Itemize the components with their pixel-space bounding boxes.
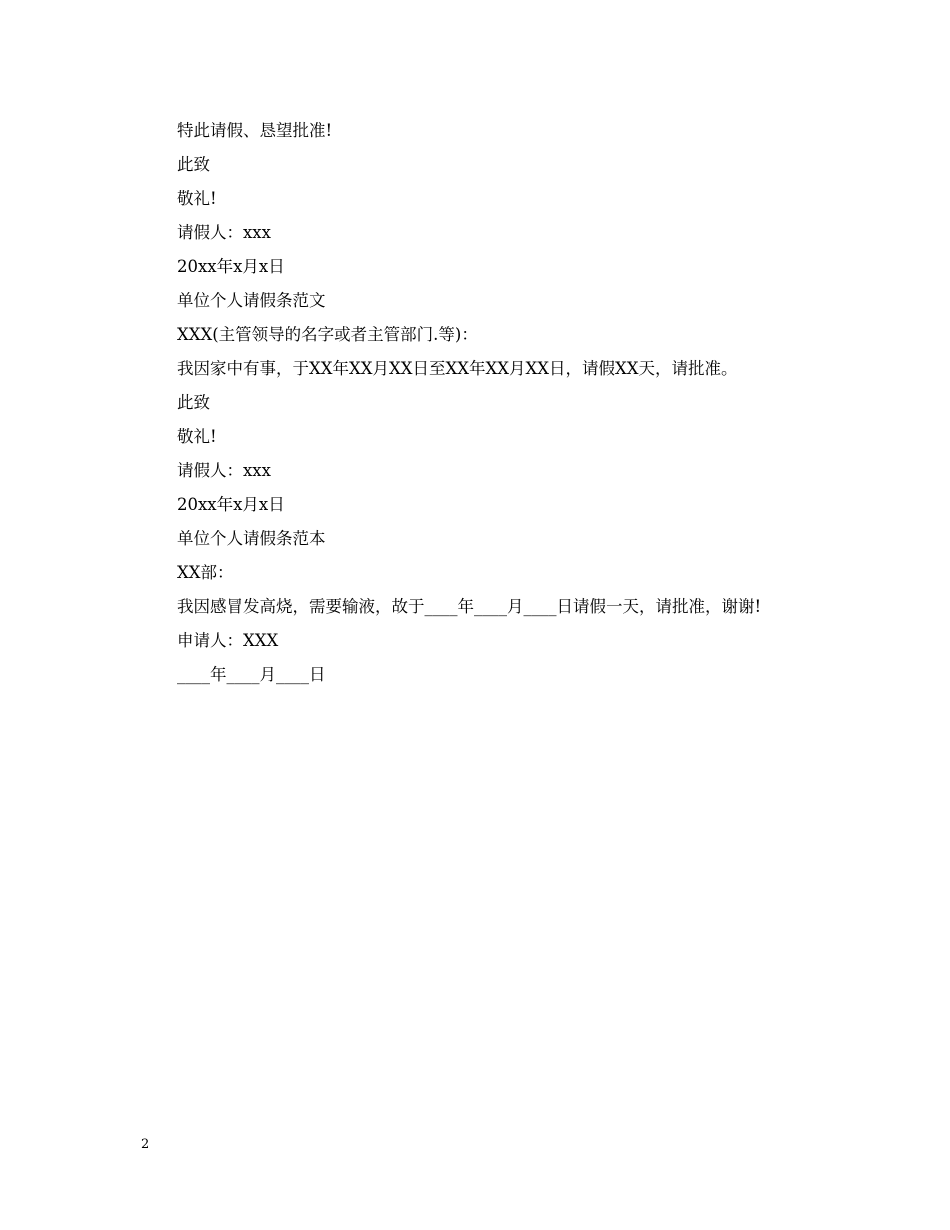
section-heading: 单位个人请假条范本 [177,529,326,548]
applicant-line: 请假人：xxx [177,223,271,242]
date-line: 20xx年x月x日 [177,257,285,276]
salutation-line: 此致 [177,155,210,174]
regards-line: 敬礼! [177,427,217,446]
regards-line: 敬礼! [177,189,217,208]
body-paragraph: 我因感冒发高烧，需要输液，故于____年____月____日请假一天，请批准，谢谢! [177,597,762,616]
page-number: 2 [141,1137,150,1152]
salutation-line: 此致 [177,393,210,412]
applicant-line: 请假人：xxx [177,461,271,480]
document-body [141,114,821,692]
date-line: ____年____月____日 [177,665,326,684]
applicant-line: 申请人：XXX [177,631,279,650]
body-paragraph: 我因家中有事，于XX年XX月XX日至XX年XX月XX日，请假XX天，请批准。 [177,359,738,378]
addressee-line: XXX(主管领导的名字或者主管部门.等)： [177,325,478,344]
section-heading: 单位个人请假条范文 [177,291,326,310]
closing-request-line: 特此请假、恳望批准! [177,121,333,140]
date-line: 20xx年x月x日 [177,495,285,514]
addressee-line: XX部： [177,563,234,582]
